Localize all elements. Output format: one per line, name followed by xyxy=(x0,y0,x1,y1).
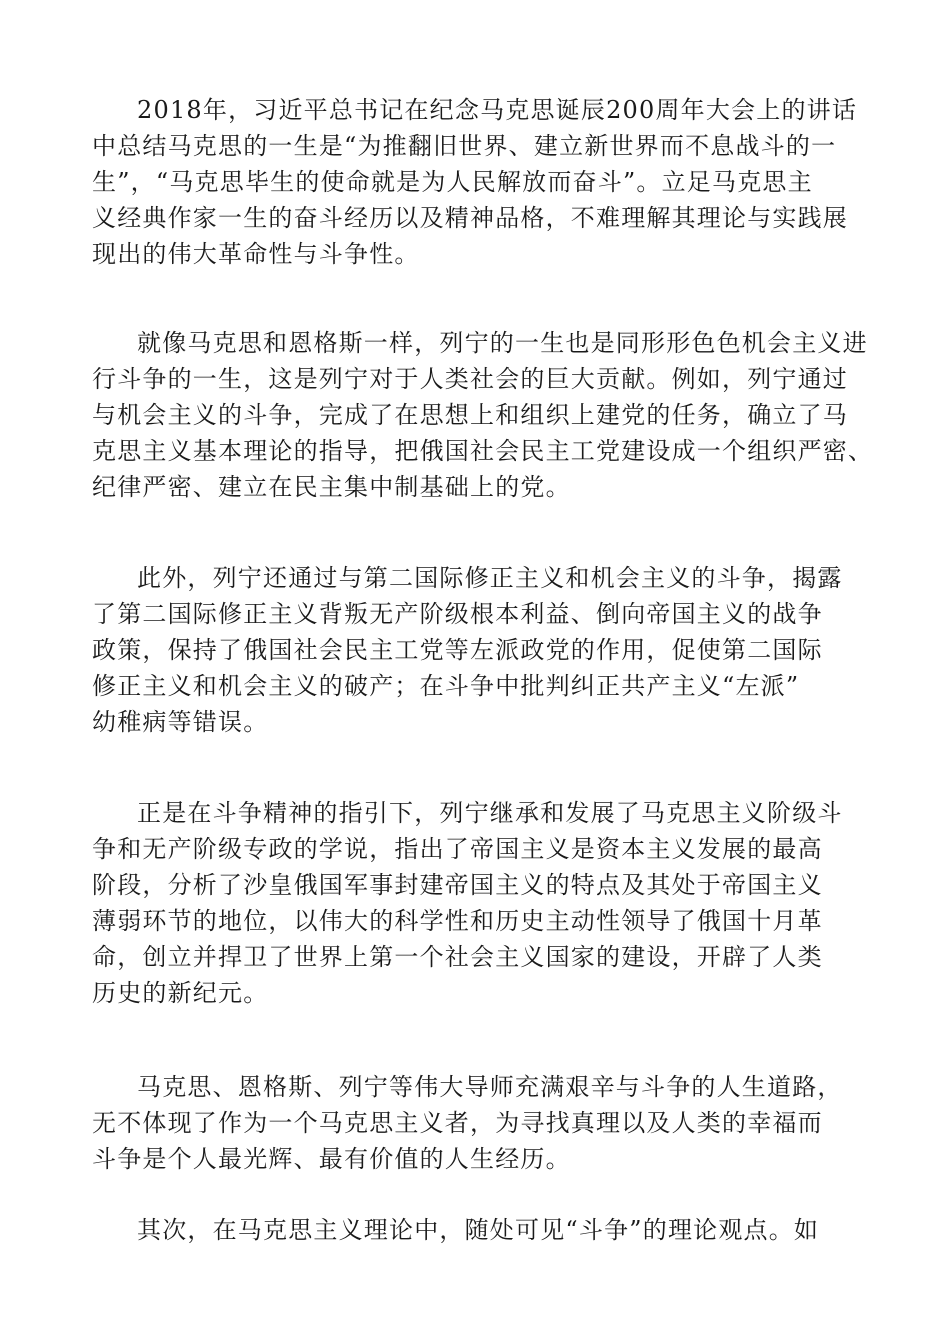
paragraph-line: 历史的新纪元。 xyxy=(92,979,269,1007)
paragraph-line: 克思主义基本理论的指导，把俄国社会民主工党建设成一个组织严密、 xyxy=(92,437,874,465)
paragraph-line: 中总结马克思的一生是“为推翻旧世界、建立新世界而不息战斗的一 xyxy=(92,132,837,160)
paragraph-line: 薄弱环节的地位，以伟大的科学性和历史主动性领导了俄国十月革 xyxy=(92,907,823,935)
paragraph-2 xyxy=(92,325,892,505)
paragraph-line: 纪律严密、建立在民主集中制基础上的党。 xyxy=(92,473,571,501)
paragraph-line: 修正主义和机会主义的破产；在斗争中批判纠正共产主义“左派” xyxy=(92,672,800,700)
paragraph-1 xyxy=(92,92,892,272)
paragraph-line: 斗争是个人最光辉、最有价值的人生经历。 xyxy=(92,1145,571,1173)
paragraph-line: 正是在斗争精神的指引下，列宁继承和发展了马克思主义阶级斗 xyxy=(137,799,843,827)
paragraph-4 xyxy=(92,795,892,1011)
paragraph-line: 就像马克思和恩格斯一样，列宁的一生也是同形形色色机会主义进 xyxy=(137,329,868,357)
paragraph-line: 政策，保持了俄国社会民主工党等左派政党的作用，促使第二国际 xyxy=(92,636,823,664)
paragraph-line: 2018年，习近平总书记在纪念马克思诞辰200周年大会上的讲话 xyxy=(137,96,858,124)
paragraph-line: 生”，“马克思毕生的使命就是为人民解放而奋斗”。立足马克思主 xyxy=(92,168,813,196)
paragraph-line: 马克思、恩格斯、列宁等伟大导师充满艰辛与斗争的人生道路， xyxy=(137,1073,843,1101)
paragraph-line: 了第二国际修正主义背叛无产阶级根本利益、倒向帝国主义的战争 xyxy=(92,600,823,628)
paragraph-line: 行斗争的一生，这是列宁对于人类社会的巨大贡献。例如，列宁通过 xyxy=(92,365,848,393)
paragraph-line: 现出的伟大革命性与斗争性。 xyxy=(92,240,420,268)
paragraph-line: 争和无产阶级专政的学说，指出了帝国主义是资本主义发展的最高 xyxy=(92,835,823,863)
paragraph-3 xyxy=(92,560,892,740)
paragraph-line: 其次，在马克思主义理论中，随处可见“斗争”的理论观点。如 xyxy=(137,1216,820,1244)
paragraph-line: 命，创立并捍卫了世界上第一个社会主义国家的建设，开辟了人类 xyxy=(92,943,823,971)
paragraph-line: 幼稚病等错误。 xyxy=(92,708,269,736)
paragraph-line: 义经典作家一生的奋斗经历以及精神品格，不难理解其理论与实践展 xyxy=(92,204,848,232)
paragraph-line: 此外，列宁还通过与第二国际修正主义和机会主义的斗争，揭露 xyxy=(137,564,843,592)
paragraph-line: 无不体现了作为一个马克思主义者，为寻找真理以及人类的幸福而 xyxy=(92,1109,823,1137)
paragraph-5 xyxy=(92,1069,892,1177)
paragraph-line: 阶段，分析了沙皇俄国军事封建帝国主义的特点及其处于帝国主义 xyxy=(92,871,823,899)
paragraph-line: 与机会主义的斗争，完成了在思想上和组织上建党的任务，确立了马 xyxy=(92,401,848,429)
paragraph-6 xyxy=(92,1212,892,1248)
